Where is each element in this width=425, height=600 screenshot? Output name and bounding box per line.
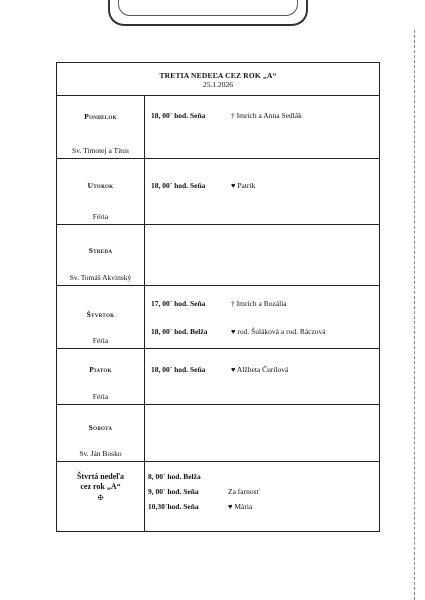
day-saint: Féria	[92, 392, 109, 401]
sunday-title	[57, 472, 144, 492]
mass-entry	[148, 487, 260, 496]
mass-intention	[231, 181, 255, 190]
day-name: Štvrtok	[86, 310, 115, 319]
sunday-title-line: cez rok „A“	[80, 482, 121, 491]
mass-time: 18, 00´ hod. Seňa	[151, 365, 206, 374]
mass-intention	[231, 299, 287, 308]
day-cell	[57, 96, 145, 158]
clipboard-clip-inner	[118, 0, 298, 16]
events-cell	[145, 349, 379, 404]
cross-icon: †	[231, 299, 235, 308]
day-name: Streda	[88, 246, 113, 255]
mass-intention	[228, 487, 260, 496]
heart-icon: ♥	[231, 365, 236, 374]
intention-text: Imrich a Anna Sedlák	[236, 111, 302, 120]
mass-entry	[151, 327, 326, 336]
events-cell	[145, 96, 379, 158]
intention-text: Za farnosť	[228, 487, 260, 496]
mass-entry	[148, 472, 201, 481]
mass-time: 9, 00´ hod. Seňa	[148, 487, 199, 496]
heart-icon: ♥	[231, 181, 236, 190]
heart-icon: ♥	[231, 327, 236, 336]
day-saint: Sv. Timotej a Títus	[72, 146, 129, 155]
intention-text: Mária	[234, 502, 253, 511]
mass-intention	[231, 365, 288, 374]
events-cell	[145, 286, 379, 348]
day-cell	[57, 405, 145, 461]
day-row-sobota	[57, 405, 379, 462]
mass-time: 18, 00´ hod. Seňa	[151, 181, 206, 190]
mass-time: 8, 00´ hod. Belža	[148, 472, 201, 481]
events-cell	[145, 405, 379, 461]
events-cell	[145, 159, 379, 224]
day-cell	[57, 159, 145, 224]
mass-intention	[228, 502, 252, 511]
mass-entry	[151, 181, 256, 190]
mass-entry	[148, 502, 253, 511]
day-row-piatok	[57, 349, 379, 405]
schedule-sheet	[56, 62, 380, 532]
mass-time: 10,30´hod. Seňa	[148, 502, 199, 511]
intention-text: rod. Šuláková a rod. Ráczová	[237, 327, 326, 336]
mass-intention	[231, 111, 302, 120]
intention-text: Alžbeta Čurilová	[236, 365, 289, 374]
intention-text: Imrich a Rozália	[236, 299, 287, 308]
mass-entry	[151, 365, 289, 374]
day-cell	[57, 462, 145, 531]
page-edge	[414, 30, 415, 600]
day-row-nedela	[57, 462, 379, 531]
page-date: 25.1.2026	[203, 80, 233, 89]
heart-icon: ♥	[228, 502, 233, 511]
day-row-pondelok	[57, 96, 379, 159]
day-row-utorok	[57, 159, 379, 225]
sunday-title-line: Štvrtá nedeľa	[76, 472, 125, 481]
day-name: Utorok	[87, 181, 114, 190]
page-title: TRETIA NEDEĽA CEZ ROK „A“	[159, 71, 277, 80]
day-cell	[57, 349, 145, 404]
mass-entry	[151, 111, 302, 120]
day-name: Piatok	[89, 365, 112, 374]
events-cell	[145, 225, 379, 285]
mass-entry	[151, 299, 287, 308]
day-name: Pondelok	[84, 112, 117, 121]
cross-icon: †	[231, 111, 235, 120]
day-row-stvrtok	[57, 286, 379, 349]
intention-text: Patrik	[237, 181, 256, 190]
mass-time: 18, 00´ hod. Belža	[151, 327, 208, 336]
day-name: Sobota	[88, 423, 113, 432]
day-row-streda	[57, 225, 379, 286]
mass-time: 18, 00´ hod. Seňa	[151, 111, 206, 120]
day-saint: Féria	[92, 212, 109, 221]
day-saint: Sv. Ján Bosko	[79, 449, 122, 458]
events-cell	[145, 462, 379, 531]
day-saint: Sv. Tomáš Akvinský	[69, 273, 132, 282]
cross-ornament-icon: ✠	[97, 494, 104, 502]
mass-intention	[231, 327, 326, 336]
day-cell	[57, 286, 145, 348]
mass-time: 17, 00´ hod. Seňa	[151, 299, 206, 308]
day-saint: Féria	[92, 336, 109, 345]
day-cell	[57, 225, 145, 285]
schedule-header	[57, 63, 379, 96]
